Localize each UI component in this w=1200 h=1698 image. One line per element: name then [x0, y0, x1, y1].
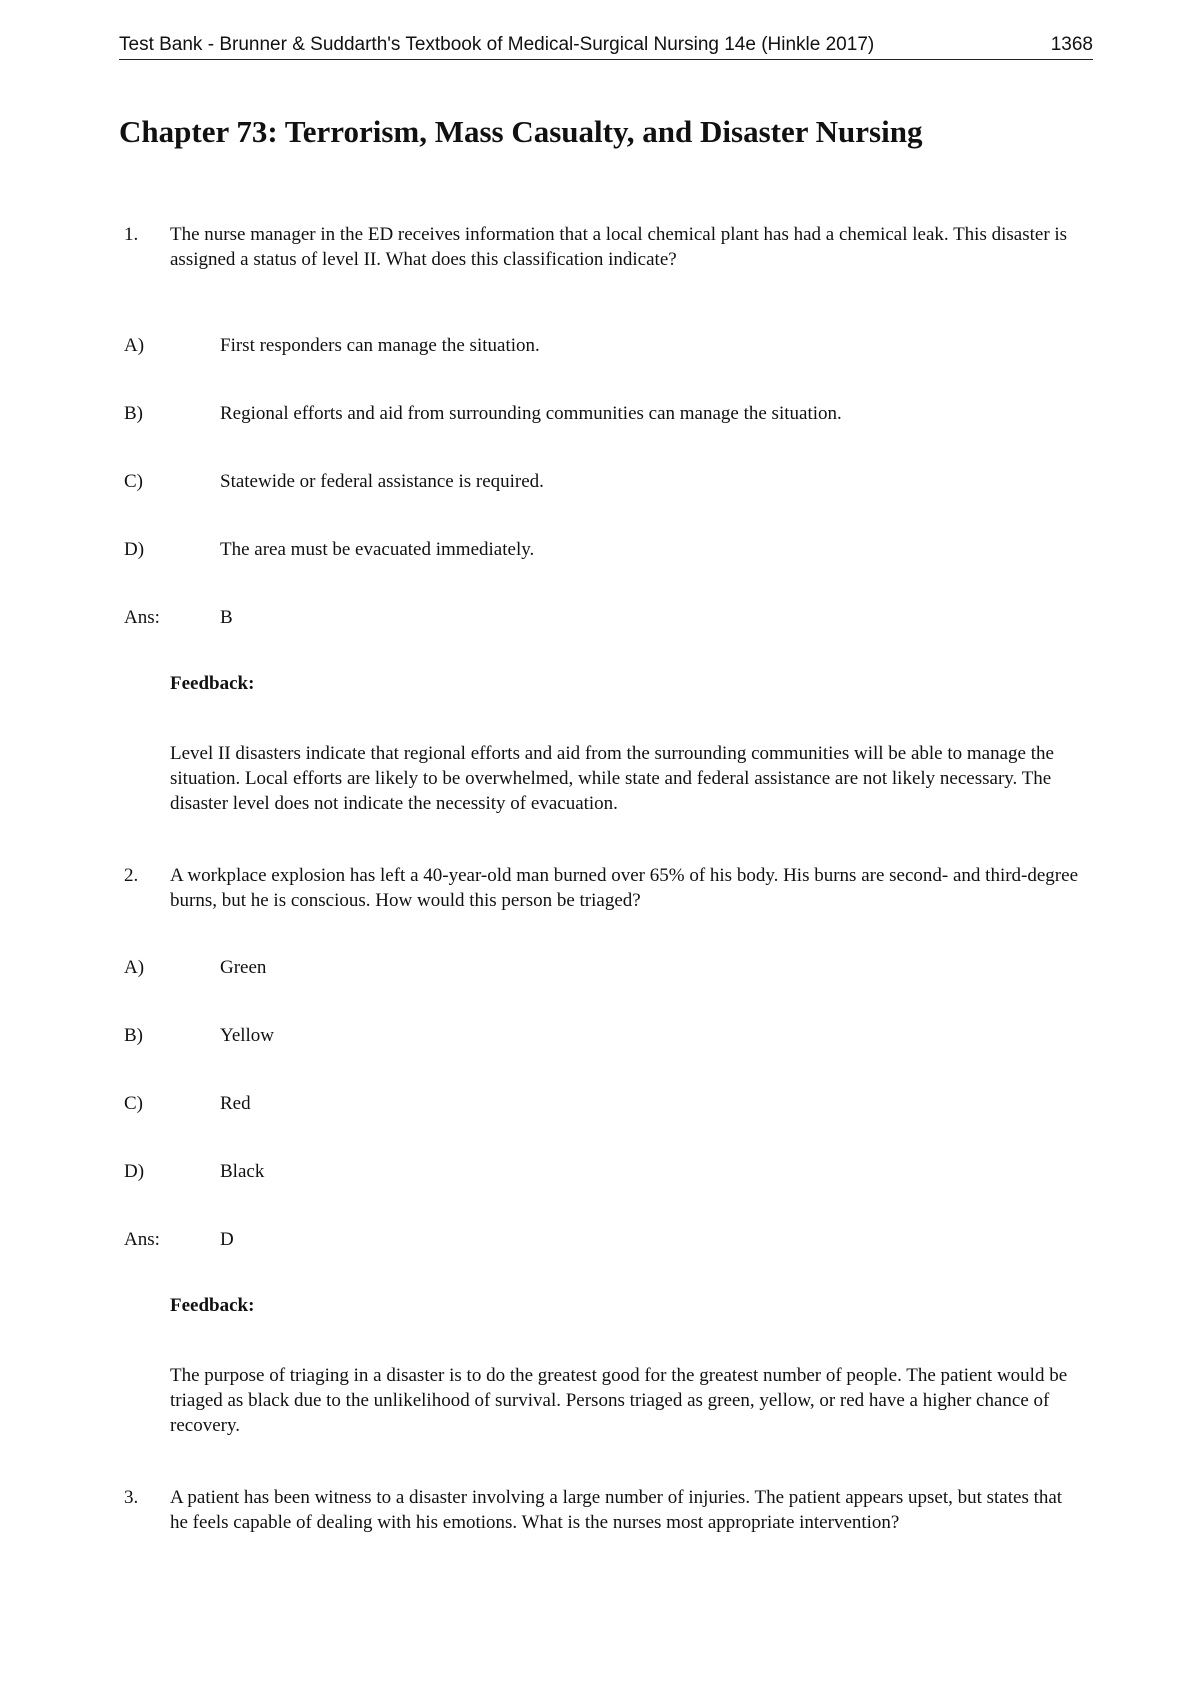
option-text: Red [220, 1093, 251, 1114]
option-text: Black [220, 1161, 265, 1182]
answer-label: Ans: [124, 607, 160, 628]
question-2-stem [124, 863, 1084, 913]
option-label: A) [124, 957, 145, 978]
question-3-stem [124, 1485, 1084, 1535]
question-1-number: 1. [124, 224, 139, 245]
question-2-answer [124, 1227, 234, 1252]
option-label: B) [124, 1025, 143, 1046]
question-2-text: A workplace explosion has left a 40-year-old man burned over 65% of his body. His burns are second- and third-degree burns, but he is conscious. How would this person be triaged? [170, 865, 1079, 911]
question-2-option-a [124, 955, 266, 980]
option-label: A) [124, 335, 145, 356]
question-1-feedback-text: Level II disasters indicate that regional efforts and aid from the surrounding communities will be able to manage the situation. Local efforts are likely to be overwhelmed, while state and federal assistance are not likely necessary. The disaster level does not indicate the necessity of evacuation. [170, 743, 1054, 814]
option-label: C) [124, 1093, 143, 1114]
option-text: Regional efforts and aid from surrounding communities can manage the situation. [220, 403, 842, 424]
question-1-option-b [124, 401, 842, 426]
option-text: First responders can manage the situation. [220, 335, 540, 356]
question-1-stem [124, 222, 1084, 272]
question-2-option-c [124, 1091, 251, 1116]
option-label: D) [124, 539, 145, 560]
question-1-option-d [124, 537, 534, 562]
question-1-option-a [124, 333, 540, 358]
page-number: 1368 [1050, 34, 1093, 55]
header-title: Test Bank - Brunner & Suddarth's Textbook of Medical-Surgical Nursing 14e (Hinkle 2017) [119, 34, 875, 55]
chapter-title: Chapter 73: Terrorism, Mass Casualty, and Disaster Nursing [119, 114, 923, 149]
option-label: B) [124, 403, 143, 424]
question-1-option-c [124, 469, 544, 494]
question-1-answer [124, 605, 233, 630]
option-text: The area must be evacuated immediately. [220, 539, 535, 560]
question-2-option-d [124, 1159, 264, 1184]
option-label: D) [124, 1161, 145, 1182]
question-2-number: 2. [124, 865, 139, 886]
answer-value: B [220, 607, 233, 628]
answer-value: D [220, 1229, 234, 1250]
question-2-option-b [124, 1023, 274, 1048]
question-3-text: A patient has been witness to a disaster involving a large number of injuries. The patient appears upset, but states that he feels capable of dealing with his emotions. What is the nurses most appropriate intervention? [170, 1487, 1063, 1533]
question-2-feedback-text: The purpose of triaging in a disaster is to do the greatest good for the greatest number of people. The patient would be triaged as black due to the unlikelihood of survival. Persons triaged as green, yellow, or red have a higher chance of recovery. [170, 1365, 1068, 1436]
question-1-feedback-heading: Feedback: [170, 673, 255, 694]
answer-label: Ans: [124, 1229, 160, 1250]
option-text: Green [220, 957, 267, 978]
option-label: C) [124, 471, 143, 492]
question-3-number: 3. [124, 1487, 139, 1508]
option-text: Statewide or federal assistance is required. [220, 471, 544, 492]
question-1-text: The nurse manager in the ED receives information that a local chemical plant has had a chemical leak. This disaster is assigned a status of level II. What does this classification indicate? [170, 224, 1068, 270]
option-text: Yellow [220, 1025, 275, 1046]
running-header [119, 34, 1093, 60]
question-2-feedback-heading: Feedback: [170, 1295, 255, 1316]
